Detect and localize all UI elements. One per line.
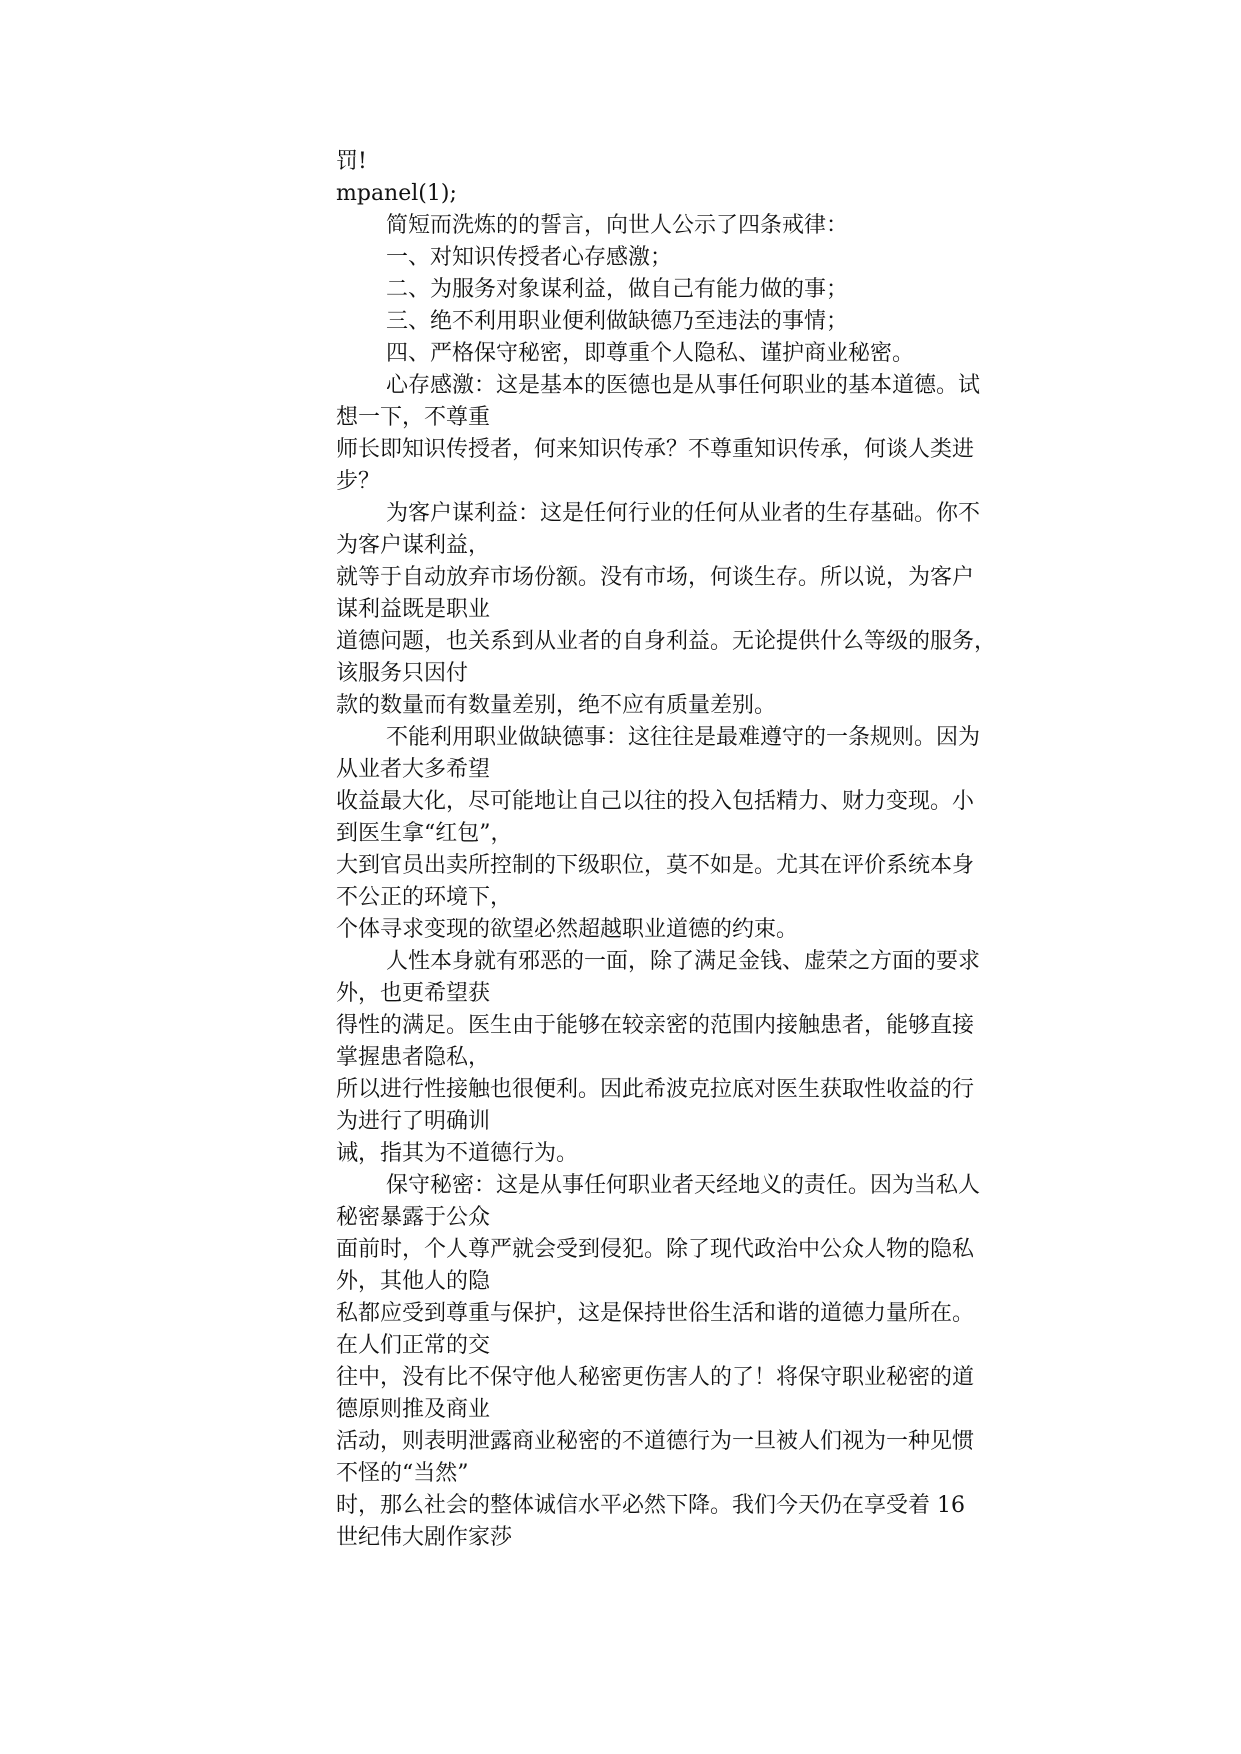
text-line: 不怪的“当然”: [336, 1461, 469, 1486]
text-line: 心存感激：这是基本的医德也是从事任何职业的基本道德。试: [386, 373, 981, 398]
text-line: 该服务只因付: [336, 661, 469, 686]
text-line: 款的数量而有数量差别，绝不应有质量差别。: [336, 693, 777, 718]
text-line: 为客户谋利益，: [336, 533, 491, 558]
text-line: 收益最大化，尽可能地让自己以往的投入包括精力、财力变现。小: [336, 789, 975, 814]
text-line: 师长即知识传授者，何来知识传承？不尊重知识传承，何谈人类进: [336, 437, 975, 462]
text-line: 往中，没有比不保守他人秘密更伤害人的了！将保守职业秘密的道: [336, 1365, 975, 1390]
text-line: 二、为服务对象谋利益，做自己有能力做的事；: [386, 277, 849, 302]
text-line: 三、绝不利用职业便利做缺德乃至违法的事情；: [386, 309, 849, 334]
document-body: [336, 146, 1068, 1554]
text-line: 为客户谋利益：这是任何行业的任何从业者的生存基础。你不: [386, 501, 981, 526]
text-line: 私都应受到尊重与保护，这是保持世俗生活和谐的道德力量所在。: [336, 1301, 975, 1326]
text-line: 四、严格保守秘密，即尊重个人隐私、谨护商业秘密。: [386, 341, 915, 366]
text-line: 保守秘密：这是从事任何职业者天经地义的责任。因为当私人: [386, 1173, 981, 1198]
text-line: 外，也更希望获: [336, 981, 491, 1006]
text-line: 简短而洗炼的的誓言，向世人公示了四条戒律：: [386, 213, 849, 238]
text-line: 一、对知识传授者心存感激；: [386, 245, 673, 270]
text-line: 外，其他人的隐: [336, 1269, 491, 1294]
text-line: mpanel(1);: [336, 181, 457, 206]
text-line: 大到官员出卖所控制的下级职位，莫不如是。尤其在评价系统本身: [336, 853, 975, 878]
text-line: 道德问题，也关系到从业者的自身利益。无论提供什么等级的服务，: [336, 629, 997, 654]
text-line: 步？: [336, 469, 381, 494]
text-line: 秘密暴露于公众: [336, 1205, 491, 1230]
text-line: 谋利益既是职业: [336, 597, 491, 622]
text-line: 掌握患者隐私，: [336, 1045, 491, 1070]
text-line: 不能利用职业做缺德事：这往往是最难遵守的一条规则。因为: [386, 725, 981, 750]
text-line: 不公正的环境下，: [336, 885, 513, 910]
text-line: 人性本身就有邪恶的一面，除了满足金钱、虚荣之方面的要求: [386, 949, 981, 974]
text-line: 世纪伟大剧作家莎: [336, 1525, 513, 1550]
text-line: 就等于自动放弃市场份额。没有市场，何谈生存。所以说，为客户: [336, 565, 975, 590]
text-line: 时，那么社会的整体诚信水平必然下降。我们今天仍在享受着 16: [336, 1493, 965, 1518]
text-line: 罚!: [336, 149, 367, 174]
text-line: 诫，指其为不道德行为。: [336, 1141, 579, 1166]
text-line: 从业者大多希望: [336, 757, 491, 782]
text-line: 在人们正常的交: [336, 1333, 491, 1358]
text-line: 面前时，个人尊严就会受到侵犯。除了现代政治中公众人物的隐私: [336, 1237, 975, 1262]
text-line: 为进行了明确训: [336, 1109, 491, 1134]
text-line: 得性的满足。医生由于能够在较亲密的范围内接触患者，能够直接: [336, 1013, 975, 1038]
text-line: 到医生拿“红包”，: [336, 821, 513, 846]
text-line: 想一下，不尊重: [336, 405, 491, 430]
text-line: 所以进行性接触也很便利。因此希波克拉底对医生获取性收益的行: [336, 1077, 975, 1102]
text-line: 活动，则表明泄露商业秘密的不道德行为一旦被人们视为一种见惯: [336, 1429, 975, 1454]
text-line: 个体寻求变现的欲望必然超越职业道德的约束。: [336, 917, 799, 942]
text-line: 德原则推及商业: [336, 1397, 491, 1422]
